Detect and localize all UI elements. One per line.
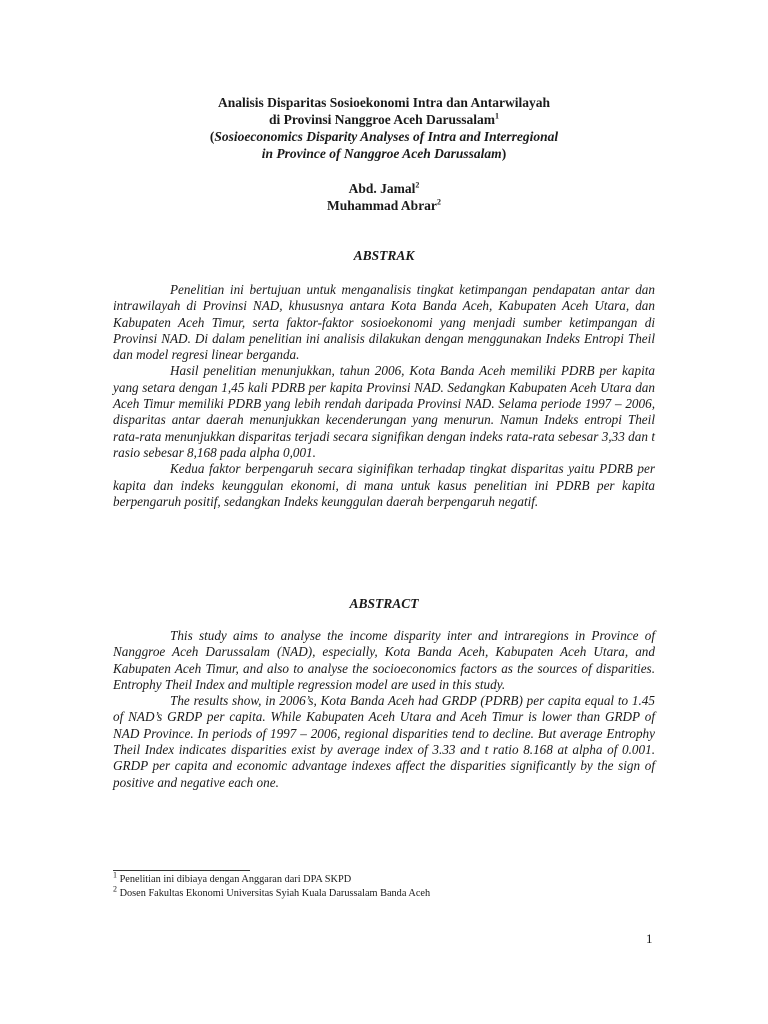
footnote-divider — [113, 870, 250, 871]
footnote-text: Dosen Fakultas Ekonomi Universitas Syiah Kuala Darussalam Banda Aceh — [117, 888, 431, 899]
title-line-3 — [0, 128, 768, 145]
abstract-heading: ABSTRACT — [349, 596, 419, 611]
abstract-paragraph-2: The results show, in 2006’s, Kota Banda Aceh had GRDP (PDRB) per capita equal to 1.45 of NAD’s GRDP per capita. While Kabupaten Aceh Utara and Aceh Timur is lower than GRDP of NAD Province. In periods of 1997 – 2006, regional disparities tend to decline. But average Entrophy Theil Index indicates disparities exist by average index of 3.33 and t ratio 8.168 at alpha of 0.001. GRDP per capita and economic advantage indexes affect the disparities significantly by the sign of positive and negative each one. — [113, 693, 655, 790]
footnotes — [113, 870, 673, 901]
footnote-2 — [113, 884, 673, 901]
author-footnote-mark: 2 — [436, 197, 441, 207]
title-footnote-mark: 1 — [495, 111, 499, 121]
english-title-part-2: in Province of Nanggroe Aceh Darussalam — [261, 146, 502, 161]
title-line-1: Analisis Disparitas Sosioekonomi Intra dan Antarwilayah — [218, 95, 550, 110]
author-1 — [0, 180, 768, 197]
footnote-mark: 1 — [113, 870, 117, 880]
footnote-mark: 2 — [113, 884, 117, 894]
paper-title — [0, 94, 768, 162]
abstrak-paragraph-2: Hasil penelitian menunjukkan, tahun 2006, Kota Banda Aceh memiliki PDRB per kapita yang setara dengan 1,45 kali PDRB per kapita Provinsi NAD. Sedangkan Kabupaten Aceh Utara dan Aceh Timur memiliki PDRB yang lebih rendah daripada Provinsi NAD. Selama periode 1997 – 2006, disparitas antar daerah menunjukkan kecenderungan yang menurun. Namun Indeks entropi Theil rata-rata menunjukkan disparitas terjadi secara signifikan dengan indeks rata-rata sebesar 3,33 dan t rasio sebesar 8,168 pada alpha 0,001. — [113, 363, 655, 460]
abstrak-paragraph-3: Kedua faktor berpengaruh secara siginifikan terhadap tingkat disparitas yaitu PDRB per kapita dan indeks keunggulan ekonomi, di mana untuk kasus penelitian ini PDRB per kapita berpengaruh positif, sedangkan Indeks keunggulan daerah berpengaruh negatif. — [113, 461, 655, 509]
author-name: Muhammad Abrar — [327, 198, 437, 213]
abstrak-paragraph-1: Penelitian ini bertujuan untuk menganalisis tingkat ketimpangan pendapatan antar dan intrawilayah di Provinsi NAD, khususnya antara Kota Banda Aceh, Kabupaten Aceh Utara, dan Kabupaten Aceh Timur, serta faktor-faktor sosioekonomi yang menjadi sumber ketimpangan di Provinsi NAD. Di dalam penelitian ini analisis dilakukan dengan menggunakan Indeks Entropi Theil dan model regresi linear berganda. — [113, 282, 655, 363]
abstrak-heading: ABSTRAK — [353, 248, 415, 263]
english-title-part-1: Sosioeconomics Disparity Analyses of Intra and Interregional — [214, 129, 559, 144]
abstrak-body — [113, 282, 655, 510]
title-line-2-text: di Provinsi Nanggroe Aceh Darussalam — [268, 112, 495, 127]
authors — [0, 180, 768, 214]
title-line-4 — [0, 145, 768, 162]
footnote-text: Penelitian ini dibiaya dengan Anggaran dari DPA SKPD — [117, 874, 352, 885]
abstract-paragraph-1: This study aims to analyse the income disparity inter and intraregions in Province of Nanggroe Aceh Darussalam (NAD), especially, Kota Banda Aceh, Kabupaten Aceh Utara, and Kabupaten Aceh Timur, and also to analyse the socioeconomics factors as the sources of disparities. Entrophy Theil Index and multiple regression model are used in this study. — [113, 628, 655, 692]
abstract-body — [113, 628, 655, 791]
page-number: 1 — [646, 931, 653, 946]
author-footnote-mark: 2 — [415, 180, 420, 190]
title-line-2 — [0, 111, 768, 128]
title-close-paren: ) — [501, 146, 507, 161]
author-2 — [0, 197, 768, 214]
author-name: Abd. Jamal — [348, 181, 416, 196]
title-open-paren: ( — [209, 129, 215, 144]
footnote-1 — [113, 870, 673, 887]
